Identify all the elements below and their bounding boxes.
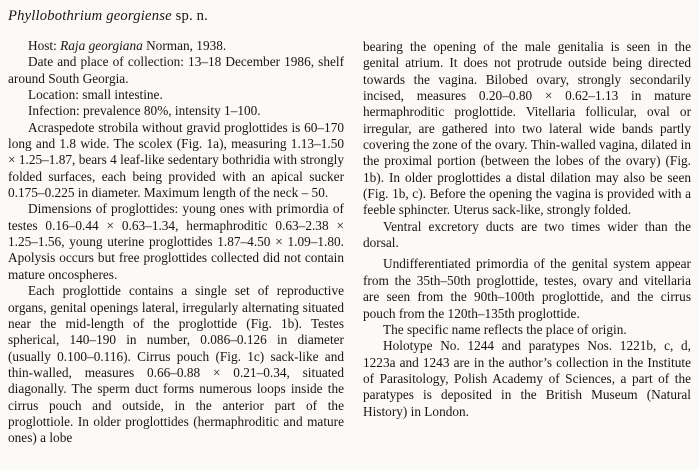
etymology-paragraph: The specific name reflects the place of origin.	[383, 321, 627, 337]
species-title-suffix: sp. n.	[171, 8, 209, 24]
host-species-name: Raja georgiana	[60, 38, 143, 53]
reproductive-paragraph: Each proglottide contains a single set of reproductive organs, genital openings lateral, irregularly alternating situated near the mid-length of the proglottide (Fig. 1b). Testes spherical, 140–190 in number, 0.086–0.126 in diameter (usually 0.100–0.116). Cirrus pouch (Fig. 1c) sack-like and thin-walled, measures 0.66–0.88 × 0.21–0.34, situated diagonally. The sperm duct forms numerous loops inside the cirrus pouch and outside, in the anterior part of the proglottiole. In older proglottides (hermaphroditic and mature ones) a lobe	[8, 283, 344, 446]
location-paragraph: Location: small intestine.	[28, 87, 163, 103]
right-column	[363, 7, 691, 470]
deposition-paragraph: Holotype No. 1244 and paratypes Nos. 1221b, c, d, 1223a and 1243 are in the author’s collection in the Institute of Parasitology, Polish Academy of Sciences, a part of the paratypes is deposited in the British Museum (Natural History) in London.	[363, 338, 691, 419]
left-column	[8, 7, 344, 470]
species-title-name: Phyllobothrium georgiense	[8, 8, 172, 24]
host-paragraph	[8, 38, 344, 54]
infection-paragraph: Infection: prevalence 80%, intensity 1–100.	[28, 103, 261, 119]
development-paragraph: Undifferentiated primordia of the genital system appear from the 35th–50th proglottide, testes, ovary and vitellaria are seen from the 90th–100th proglottide, and the cirrus pouch from the 120th–135th proglottide.	[363, 256, 691, 321]
host-label: Host:	[28, 38, 61, 53]
continuation-paragraph: bearing the opening of the male genitalia is seen in the genital atrium. It does not protrude outside being directed towards the vagina. Bilobed ovary, strongly secondarily incised, measures 0.20–0.80 × 0.62–1.13 in mature hermaphroditic proglottide. Vitellaria follicular, oval or irregular, are gathered into two lateral wide bands partly covering the zone of the ovary. Thin-walled vagina, dilated in the proximal portion (between the lobes of the ovary) (Fig. 1b). In older proglottides a distal dilation may also be seen (Fig. 1b, c). Before the opening the vagina is provided with a feeble sphincter. Uterus sack-like, strongly folded.	[363, 39, 691, 218]
excretory-paragraph: Ventral excretory ducts are two times wider than the dorsal.	[363, 218, 691, 251]
host-authority: Norman, 1938.	[142, 38, 227, 53]
dimensions-paragraph: Dimensions of proglottides: young ones with primordia of testes 0.16–0.44 × 0.63–1.34, hermaphroditic 0.63–2.38 × 1.25–1.56, young uterine proglottides 1.87–4.50 × 1.09–1.80. Apolysis occurs but free proglottides collected did not contain mature oncospheres.	[8, 201, 344, 282]
strobila-paragraph: Acraspedote strobila without gravid proglottides is 60–170 long and 1.8 wide. The scolex (Fig. 1a), measuring 1.13–1.50 × 1.25–1.87, bears 4 leaf-like sedentary bothridia with strongly folded surfaces, each being provided with an apical sucker 0.175–0.225 in diameter. Maximum length of the neck – 50.	[8, 119, 344, 201]
species-title	[8, 7, 344, 25]
collection-paragraph: Date and place of collection: 13–18 December 1986, shelf around South Georgia.	[8, 54, 344, 86]
